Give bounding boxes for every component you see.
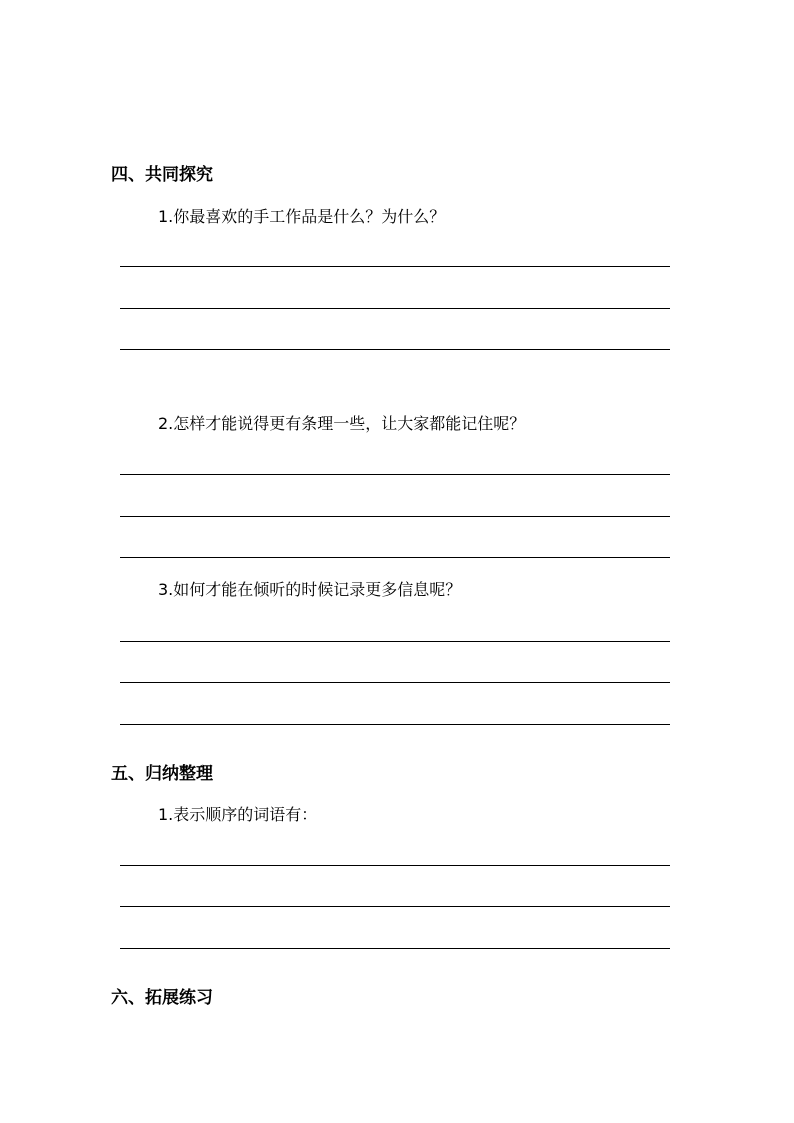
section-heading-4: 四、共同探究 [111,165,213,185]
answer-line[interactable] [120,724,670,725]
answer-line[interactable] [120,948,670,949]
answer-line[interactable] [120,682,670,683]
question-4-1: 1.你最喜欢的手工作品是什么？为什么？ [158,207,446,226]
section-heading-5: 五、归纳整理 [111,764,213,784]
answer-line[interactable] [120,349,670,350]
section-heading-6: 六、拓展练习 [111,988,213,1008]
answer-line[interactable] [120,308,670,309]
question-4-2: 2.怎样才能说得更有条理一些，让大家都能记住呢？ [158,414,526,433]
answer-line[interactable] [120,641,670,642]
answer-line[interactable] [120,906,670,907]
question-4-3: 3.如何才能在倾听的时候记录更多信息呢？ [158,580,462,599]
answer-line[interactable] [120,474,670,475]
question-5-1: 1.表示顺序的词语有： [158,805,318,824]
answer-line[interactable] [120,516,670,517]
answer-line[interactable] [120,266,670,267]
answer-line[interactable] [120,865,670,866]
answer-line[interactable] [120,557,670,558]
